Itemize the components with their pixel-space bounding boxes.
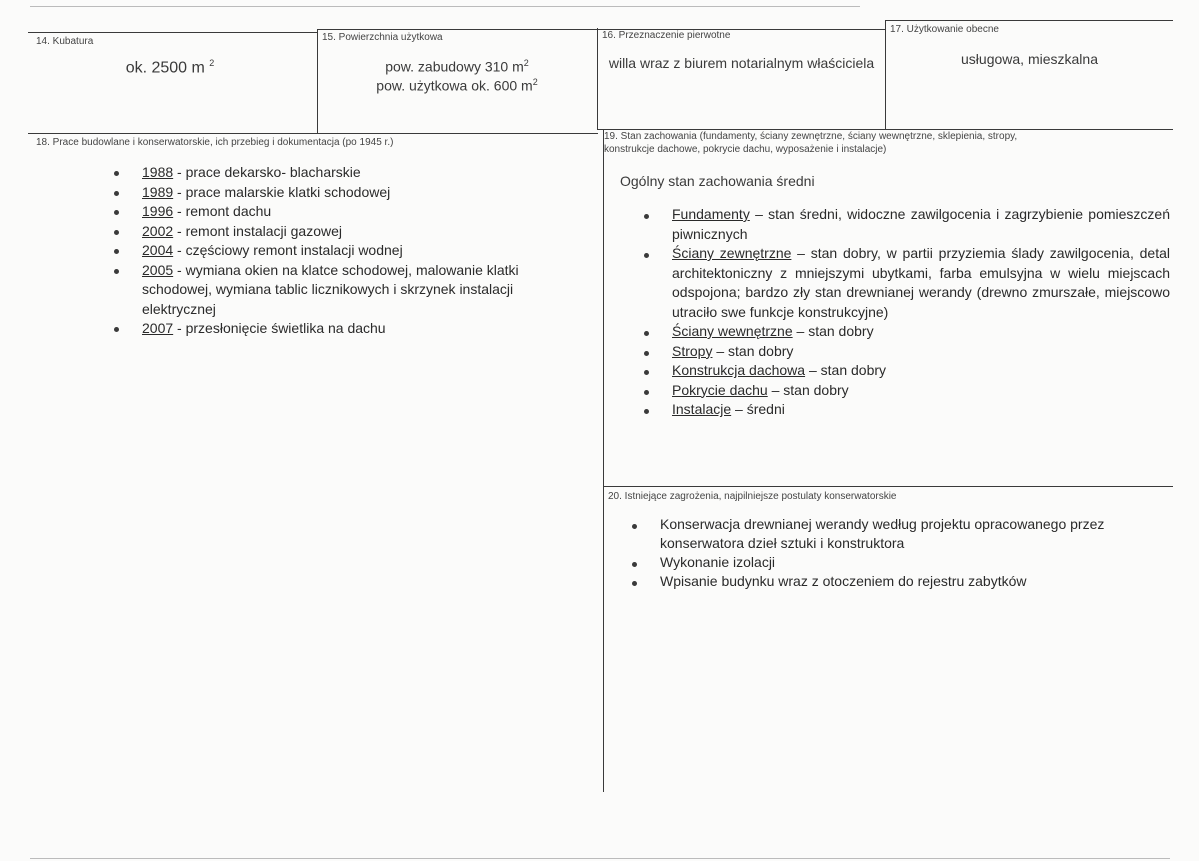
list-item bbox=[112, 319, 572, 339]
list-item: Wpisanie budynku wraz z otoczeniem do rejestru zabytków bbox=[630, 572, 1160, 591]
list-item bbox=[642, 381, 1170, 401]
form-border-top bbox=[28, 32, 317, 33]
work-year: 1988 bbox=[142, 164, 174, 180]
field-14-value-text: ok. 2500 m bbox=[125, 59, 205, 77]
field-14-label: 14. Kubatura bbox=[36, 36, 94, 47]
form-border-top-mid bbox=[317, 29, 885, 30]
element-condition: – stan dobry bbox=[792, 323, 874, 339]
element-name: Konstrukcja dachowa bbox=[672, 362, 806, 378]
list-item bbox=[112, 202, 572, 222]
list-item bbox=[642, 244, 1170, 322]
work-description: - remont instalacji gazowej bbox=[173, 222, 343, 239]
field-16-value: willa wraz z biurem notarialnym właściciela bbox=[608, 55, 875, 71]
field-19-label-line2: konstrukcje dachowe, pokrycie dachu, wyposażenie i instalacje) bbox=[604, 144, 887, 155]
list-item bbox=[642, 342, 1170, 362]
list-item bbox=[642, 400, 1170, 420]
field-14-value-sup: 2 bbox=[209, 58, 215, 68]
work-description: - wymiana okien na klatce schodowej, malowanie klatki schodowej, wymiana tablic licznikowych i skrzynek instalacji elektrycznej bbox=[142, 261, 519, 317]
list-item bbox=[642, 205, 1170, 244]
list-item: Wykonanie izolacji bbox=[630, 553, 1160, 572]
list-item bbox=[112, 241, 572, 261]
element-condition: – stan dobry bbox=[712, 342, 794, 359]
work-year: 1989 bbox=[142, 183, 174, 200]
element-name: Instalacje bbox=[672, 401, 732, 417]
element-name: Stropy bbox=[672, 342, 713, 359]
field-15-line1-sup: 2 bbox=[523, 58, 529, 68]
work-year: 2007 bbox=[142, 320, 174, 336]
field-20-list bbox=[630, 515, 1160, 591]
element-name: Ściany wewnętrzne bbox=[672, 323, 793, 339]
work-year: 1996 bbox=[142, 203, 174, 219]
field-16-label: 16. Przeznaczenie pierwotne bbox=[602, 30, 731, 41]
field-15-value-line2 bbox=[318, 77, 596, 94]
col-divider-19 bbox=[603, 130, 604, 792]
element-condition: – stan średni, widoczne zawilgocenia i zagrzybienie pomieszczeń piwnicznych bbox=[672, 206, 1170, 242]
element-name: Ściany zewnętrzne bbox=[672, 245, 792, 261]
work-description: - prace dekarsko- blacharskie bbox=[173, 164, 361, 180]
row-divider-left bbox=[28, 133, 598, 134]
field-17-label: 17. Użytkowanie obecne bbox=[890, 24, 999, 35]
row-divider-20 bbox=[604, 486, 1173, 487]
list-item: Konserwacja drewnianej werandy według projektu opracowanego przez konserwatora dzieł sztuki i konstruktora bbox=[630, 515, 1160, 553]
field-15-line2-text: pow. użytkowa ok. 600 m bbox=[376, 77, 533, 94]
col-divider-17 bbox=[885, 20, 886, 130]
field-14-value bbox=[40, 58, 300, 77]
element-name: Pokrycie dachu bbox=[672, 381, 768, 398]
work-year: 2004 bbox=[142, 242, 174, 258]
list-item bbox=[112, 261, 572, 320]
field-19-list bbox=[642, 205, 1170, 420]
field-15-label: 15. Powierzchnia użytkowa bbox=[322, 32, 443, 43]
element-condition: – stan dobry, w partii przyziemia ślady zawilgocenia, detal architektoniczny z mniejszymi ubytkami, farba emulsyjna w wielu miejscach odspojona; bardzo zły stan drewnianej werandy (drewno zmurszałe, miejscowo utraciło swe funkcje konstrukcyjne) bbox=[672, 245, 1170, 320]
work-year: 2005 bbox=[142, 261, 174, 278]
field-15-line2-sup: 2 bbox=[532, 77, 538, 87]
field-19-label-line1: 19. Stan zachowania (fundamenty, ściany zewnętrzne, ściany wewnętrzne, sklepienia, stropy, bbox=[604, 131, 1018, 142]
list-item bbox=[112, 183, 572, 203]
work-description: - remont dachu bbox=[173, 203, 272, 219]
work-description: - przesłonięcie świetlika na dachu bbox=[173, 320, 386, 336]
field-18-label: 18. Prace budowlane i konserwatorskie, ich przebieg i dokumentacja (po 1945 r.) bbox=[36, 137, 394, 148]
form-border-top-right bbox=[885, 20, 1173, 21]
element-name: Fundamenty bbox=[672, 206, 750, 222]
work-description: - częściowy remont instalacji wodnej bbox=[173, 242, 403, 258]
scan-line-bottom bbox=[30, 858, 1170, 859]
field-15-line1-text: pow. zabudowy 310 m bbox=[385, 58, 524, 75]
field-17-value: usługowa, mieszkalna bbox=[961, 51, 1098, 67]
element-condition: – stan dobry bbox=[805, 362, 887, 378]
list-item bbox=[112, 222, 572, 242]
field-18-list bbox=[112, 163, 572, 339]
element-condition: – średni bbox=[731, 401, 785, 417]
list-item bbox=[642, 361, 1170, 381]
field-20-label: 20. Istniejące zagrożenia, najpilniejsze postulaty konserwatorskie bbox=[608, 491, 897, 502]
col-divider-16 bbox=[597, 28, 598, 130]
work-description: - prace malarskie klatki schodowej bbox=[173, 183, 391, 200]
scan-line-top bbox=[30, 6, 860, 7]
field-19-summary: Ogólny stan zachowania średni bbox=[620, 173, 815, 189]
list-item bbox=[642, 322, 1170, 342]
field-15-value-line1 bbox=[318, 58, 596, 75]
work-year: 2002 bbox=[142, 222, 174, 239]
element-condition: – stan dobry bbox=[767, 381, 849, 398]
list-item bbox=[112, 163, 572, 183]
